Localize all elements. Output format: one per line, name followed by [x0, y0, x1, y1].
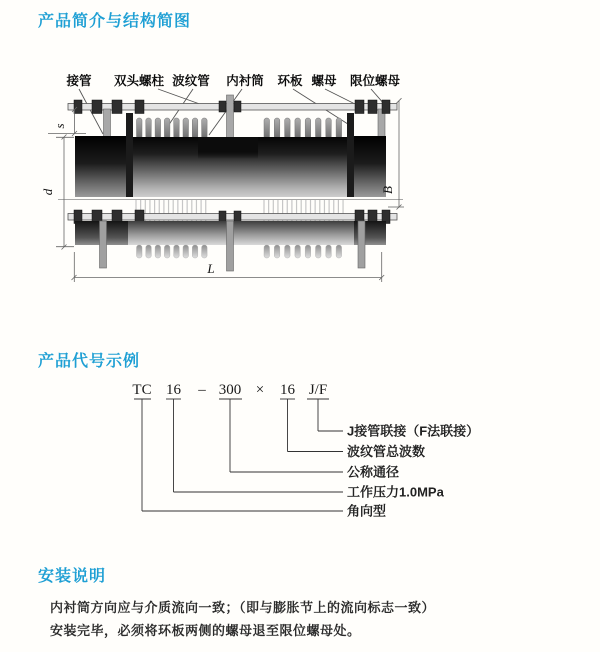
label-limit-nut: 限位螺母 — [349, 74, 401, 88]
code-seg-type: TC — [132, 382, 152, 398]
label-inner-liner: 内衬筒 — [226, 74, 264, 88]
dim-label-s: s — [52, 123, 67, 129]
code-seg-times: × — [255, 382, 265, 398]
callout-connection: J接管联接（F法联接） — [347, 423, 480, 439]
section-heading-code: 产品代号示例 — [38, 353, 141, 370]
code-seg-connection: J/F — [308, 382, 328, 398]
label-bellows: 波纹管 — [172, 74, 210, 88]
expansion-joint-diagram — [30, 60, 470, 310]
dim-label-b: B — [380, 186, 395, 194]
bellows-fins-top — [137, 118, 342, 139]
code-seg-pressure: 16 — [166, 382, 181, 398]
dim-label-d: d — [40, 188, 55, 196]
callout-nominal-diameter: 公称通径 — [347, 464, 400, 480]
code-connector-lines — [134, 399, 343, 511]
code-callout-labels — [347, 424, 479, 519]
code-line — [132, 382, 327, 398]
ring-plate-right — [347, 113, 354, 197]
code-seg-diameter: 300 — [218, 382, 242, 398]
callout-working-pressure: 工作压力1.0MPa — [347, 484, 444, 500]
label-ring-plate: 环板 — [277, 74, 303, 88]
callout-angular-type: 角向型 — [347, 503, 387, 519]
section-heading-intro: 产品简介与结构简图 — [38, 13, 192, 30]
label-nut: 螺母 — [311, 74, 337, 88]
install-line-1: 内衬筒方向应与介质流向一致；（即与膨胀节上的流向标志一致） — [50, 600, 436, 615]
callout-wave-count: 波纹管总波数 — [347, 444, 426, 459]
connecting-pipe-left — [75, 136, 128, 197]
label-connecting-pipe: 接管 — [66, 74, 92, 88]
part-labels — [65, 73, 400, 88]
code-seg-dash: – — [198, 382, 206, 398]
bellows-fins-bottom — [137, 245, 342, 258]
ring-plate-left — [126, 113, 133, 197]
dim-label-l: L — [207, 261, 215, 276]
label-double-end-stud: 双头螺柱 — [113, 74, 165, 88]
install-instructions — [50, 597, 435, 642]
code-seg-waves: 16 — [280, 382, 295, 398]
install-line-2: 安装完毕，必须将环板两侧的螺母退至限位螺母处。 — [50, 622, 361, 638]
inner-liner-band — [198, 137, 258, 159]
section-heading-install: 安装说明 — [38, 568, 107, 585]
product-code-diagram — [90, 375, 530, 525]
